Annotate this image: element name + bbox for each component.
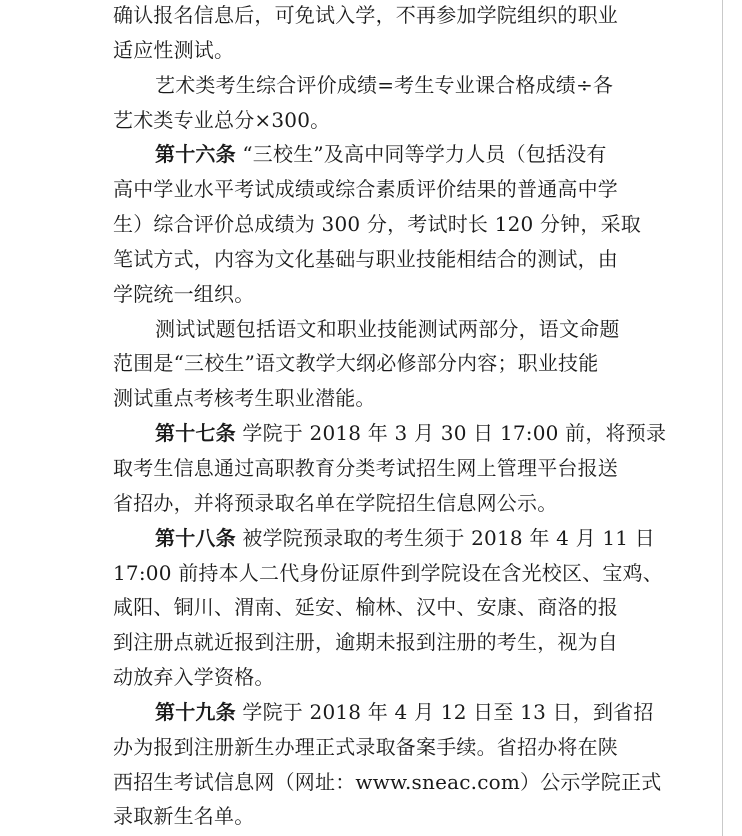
line-text: 学院统一组织。	[113, 281, 255, 306]
line-text: 咸阳、铜川、渭南、延安、榆林、汉中、安康、商洛的报	[113, 595, 618, 620]
line-text: 笔试方式，内容为文化基础与职业技能相结合的测试，由	[113, 246, 618, 271]
text-line-9	[113, 277, 673, 312]
line-text: “三校生”及高中同等学力人员（包括没有	[235, 142, 607, 167]
text-line-1	[113, 0, 673, 33]
line-text: 适应性测试。	[113, 37, 235, 62]
line-text: 生）综合评价总成绩为 300 分，考试时长 120 分钟，采取	[113, 212, 641, 237]
document-body	[113, 0, 673, 834]
article-number: 第十六条	[155, 142, 236, 167]
text-line-23	[113, 765, 673, 800]
article-18-line	[113, 521, 673, 556]
text-line-22	[113, 730, 673, 765]
text-line-6	[113, 172, 673, 207]
line-text: 录取新生名单。	[113, 804, 255, 829]
article-number: 第十八条	[155, 525, 236, 550]
line-text: 测试试题包括语文和职业技能测试两部分，语文命题	[155, 316, 620, 341]
line-text: 省招办，并将预录取名单在学院招生信息网公示。	[113, 490, 558, 515]
article-16-line	[113, 137, 673, 172]
text-line-18	[113, 590, 673, 625]
text-line-15	[113, 486, 673, 521]
line-text: 取考生信息通过高职教育分类考试招生网上管理平台报送	[113, 455, 618, 480]
line-text: 到注册点就近报到注册，逾期未报到注册的考生，视为自	[113, 630, 618, 655]
text-line-11	[113, 346, 673, 381]
line-text: 学院于 2018 年 4 月 12 日至 13 日，到省招	[235, 699, 654, 724]
text-line-12	[113, 381, 673, 416]
article-19-line	[113, 695, 673, 730]
text-line-17	[113, 556, 673, 591]
text-line-24	[113, 799, 673, 834]
article-17-line	[113, 416, 673, 451]
text-line-4	[113, 103, 673, 138]
page-edge-divider	[722, 0, 723, 836]
line-text: 确认报名信息后，可免试入学，不再参加学院组织的职业	[113, 3, 618, 27]
article-number: 第十七条	[155, 421, 236, 446]
line-text: 学院于 2018 年 3 月 30 日 17:00 前，将预录	[235, 421, 667, 446]
text-line-19	[113, 625, 673, 660]
line-text: 17:00 前持本人二代身份证原件到学院设在含光校区、宝鸡、	[113, 560, 663, 585]
text-line-3	[113, 68, 673, 103]
text-line-8	[113, 242, 673, 277]
text-line-7	[113, 207, 673, 242]
line-text: 动放弃入学资格。	[113, 665, 275, 690]
line-text: 测试重点考核考生职业潜能。	[113, 386, 376, 411]
line-text: 西招生考试信息网（网址：www.sneac.com）公示学院正式	[113, 769, 662, 794]
text-line-14	[113, 451, 673, 486]
text-line-2	[113, 33, 673, 68]
line-text: 办为报到注册新生办理正式录取备案手续。省招办将在陕	[113, 734, 618, 759]
line-text: 范围是“三校生”语文教学大纲必修部分内容；职业技能	[113, 351, 599, 376]
text-line-20	[113, 660, 673, 695]
line-text: 被学院预录取的考生须于 2018 年 4 月 11 日	[235, 525, 655, 550]
line-text: 艺术类专业总分×300。	[113, 107, 331, 132]
text-line-10	[113, 312, 673, 347]
article-number: 第十九条	[155, 699, 236, 724]
line-text: 艺术类考生综合评价成绩=考生专业课合格成绩÷各	[155, 72, 614, 97]
line-text: 高中学业水平考试成绩或综合素质评价结果的普通高中学	[113, 177, 618, 202]
